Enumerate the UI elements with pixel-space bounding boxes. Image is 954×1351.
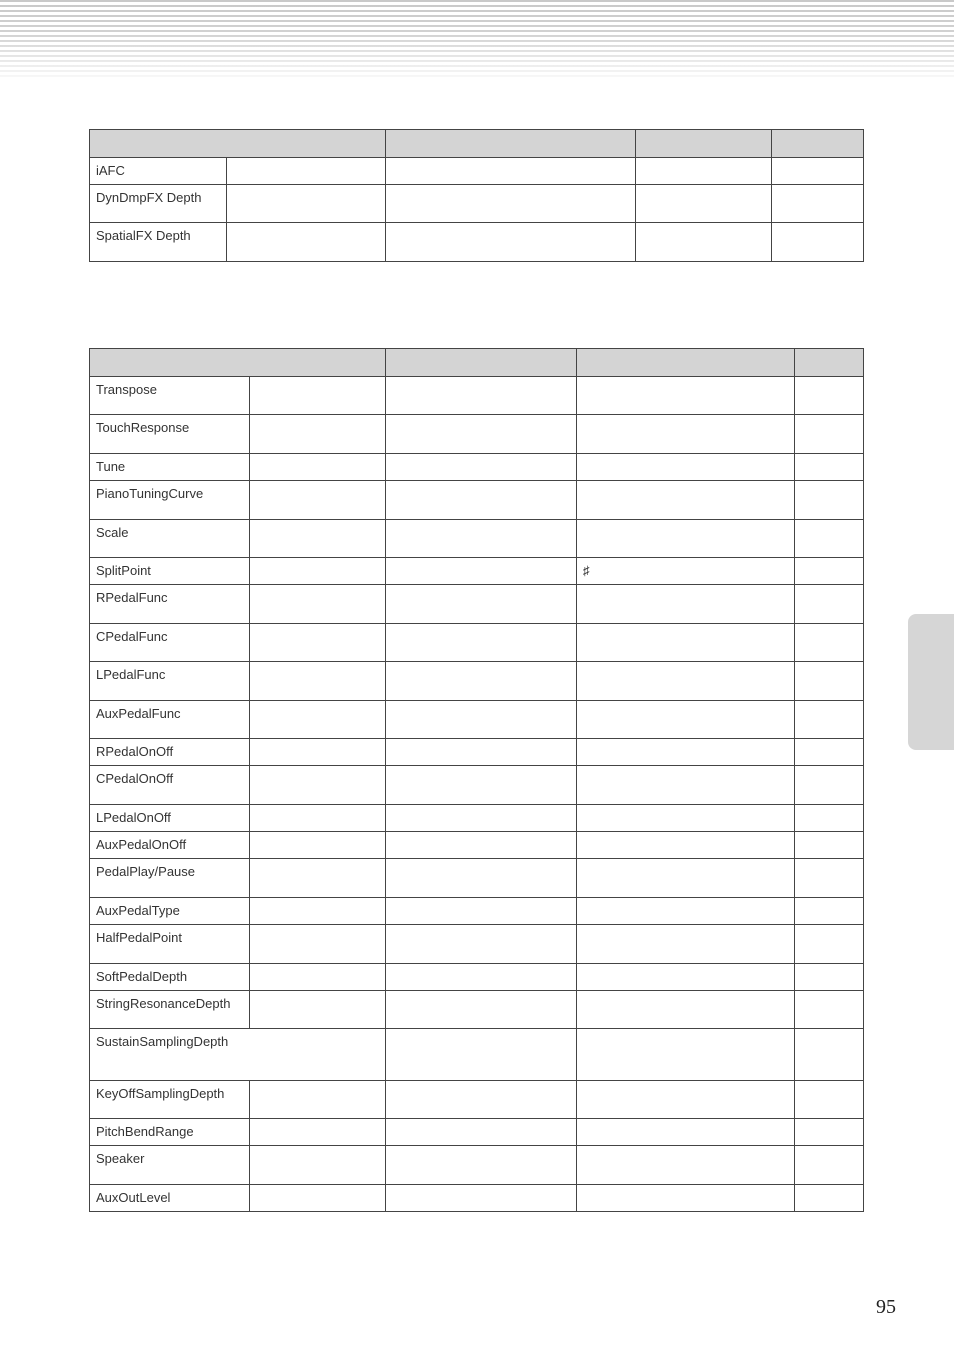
- table-row: [90, 377, 864, 415]
- parameter-cell: [577, 662, 795, 701]
- header-fade: [0, 0, 954, 80]
- table-row: [90, 805, 864, 832]
- table-row: [90, 701, 864, 739]
- table-header-row: [90, 349, 864, 377]
- parameter-cell: [577, 1119, 795, 1146]
- parameter-cell: [386, 1029, 577, 1081]
- table-header-row: [90, 130, 864, 158]
- table-row: [90, 481, 864, 520]
- parameter-cell: [386, 859, 577, 898]
- side-tab: [908, 614, 954, 750]
- parameter-cell: [795, 624, 864, 662]
- table-row: [90, 859, 864, 898]
- parameter-cell: [577, 585, 795, 624]
- parameter-cell: [577, 481, 795, 520]
- parameter-cell: [386, 481, 577, 520]
- parameter-cell: [386, 585, 577, 624]
- parameter-cell: [795, 415, 864, 454]
- parameter-cell: [795, 859, 864, 898]
- parameter-cell: [227, 158, 386, 185]
- parameter-cell: [636, 223, 772, 262]
- parameter-cell: [386, 1185, 577, 1212]
- parameter-cell: [250, 701, 386, 739]
- table-row: [90, 1119, 864, 1146]
- parameter-cell: [386, 1119, 577, 1146]
- parameter-cell: [250, 964, 386, 991]
- parameter-cell: [795, 481, 864, 520]
- parameter-cell: [250, 832, 386, 859]
- parameter-cell: [250, 1119, 386, 1146]
- parameter-name: Scale: [90, 520, 250, 558]
- parameter-cell: [795, 1185, 864, 1212]
- parameter-cell: [250, 415, 386, 454]
- parameter-cell: [386, 766, 577, 805]
- table-row: [90, 585, 864, 624]
- parameter-cell: [386, 662, 577, 701]
- parameter-cell: [795, 558, 864, 585]
- table-row: [90, 662, 864, 701]
- parameter-cell: [795, 1081, 864, 1119]
- parameter-cell: [795, 964, 864, 991]
- parameter-cell: [250, 662, 386, 701]
- parameter-name: AuxOutLevel: [90, 1185, 250, 1212]
- parameter-name: AuxPedalType: [90, 898, 250, 925]
- header-cell: [90, 130, 386, 158]
- parameter-cell: [636, 185, 772, 223]
- page-number: 95: [876, 1296, 896, 1318]
- parameter-cell: [250, 739, 386, 766]
- parameter-name: AuxPedalOnOff: [90, 832, 250, 859]
- parameter-cell: [250, 805, 386, 832]
- parameter-name: CPedalOnOff: [90, 766, 250, 805]
- parameter-cell: [386, 925, 577, 964]
- parameter-cell: [577, 991, 795, 1029]
- parameter-name: SplitPoint: [90, 558, 250, 585]
- parameter-name: RPedalFunc: [90, 585, 250, 624]
- table-row: [90, 158, 864, 185]
- parameter-cell: [386, 1146, 577, 1185]
- parameter-cell: [795, 766, 864, 805]
- parameter-cell: [795, 520, 864, 558]
- parameter-name: Speaker: [90, 1146, 250, 1185]
- parameter-cell: [250, 624, 386, 662]
- table-row: [90, 454, 864, 481]
- table-row: [90, 624, 864, 662]
- parameter-table-1: [89, 129, 864, 262]
- table-row: [90, 1146, 864, 1185]
- parameter-name: PianoTuningCurve: [90, 481, 250, 520]
- parameter-name: DynDmpFX Depth: [90, 185, 227, 223]
- parameter-cell: [386, 898, 577, 925]
- parameter-name: RPedalOnOff: [90, 739, 250, 766]
- parameter-cell: [386, 964, 577, 991]
- parameter-cell: [386, 739, 577, 766]
- parameter-cell: [795, 1119, 864, 1146]
- parameter-name: iAFC: [90, 158, 227, 185]
- parameter-cell: [386, 991, 577, 1029]
- parameter-cell: [577, 805, 795, 832]
- parameter-name: LPedalOnOff: [90, 805, 250, 832]
- header-cell: [577, 349, 795, 377]
- table-row: [90, 1029, 864, 1081]
- parameter-cell: [795, 991, 864, 1029]
- parameter-cell: [772, 158, 864, 185]
- parameter-name: Tune: [90, 454, 250, 481]
- parameter-name: SpatialFX Depth: [90, 223, 227, 262]
- parameter-cell: [795, 805, 864, 832]
- table-row: [90, 415, 864, 454]
- parameter-cell: [386, 701, 577, 739]
- parameter-name: StringResonanceDepth: [90, 991, 250, 1029]
- table-row: [90, 898, 864, 925]
- parameter-cell: [795, 701, 864, 739]
- parameter-name: Transpose: [90, 377, 250, 415]
- parameter-cell: [386, 558, 577, 585]
- table-row: [90, 558, 864, 585]
- parameter-cell: [795, 377, 864, 415]
- parameter-cell: [386, 158, 636, 185]
- parameter-cell: [577, 520, 795, 558]
- header-cell: [90, 349, 386, 377]
- parameter-cell: [577, 377, 795, 415]
- parameter-cell: [386, 832, 577, 859]
- parameter-cell: [386, 1081, 577, 1119]
- parameter-cell: [577, 1146, 795, 1185]
- parameter-cell: [577, 859, 795, 898]
- parameter-cell: [386, 377, 577, 415]
- parameter-cell: [250, 481, 386, 520]
- parameter-cell: [577, 701, 795, 739]
- parameter-cell: [386, 223, 636, 262]
- parameter-cell: [250, 898, 386, 925]
- table-row: [90, 185, 864, 223]
- parameter-cell: [250, 520, 386, 558]
- parameter-name: SoftPedalDepth: [90, 964, 250, 991]
- parameter-cell: [636, 158, 772, 185]
- parameter-cell: [250, 991, 386, 1029]
- parameter-cell: [250, 1185, 386, 1212]
- table-row: [90, 991, 864, 1029]
- parameter-cell: [250, 1146, 386, 1185]
- parameter-cell: [577, 898, 795, 925]
- parameter-cell: [577, 832, 795, 859]
- parameter-cell: [577, 624, 795, 662]
- parameter-cell: [772, 223, 864, 262]
- parameter-cell: [250, 558, 386, 585]
- parameter-name: KeyOffSamplingDepth: [90, 1081, 250, 1119]
- header-cell: [795, 349, 864, 377]
- table-row: [90, 766, 864, 805]
- parameter-cell: [795, 925, 864, 964]
- parameter-cell: [577, 415, 795, 454]
- parameter-cell: [250, 766, 386, 805]
- parameter-cell: [250, 859, 386, 898]
- parameter-cell: [795, 1146, 864, 1185]
- parameter-cell: [386, 624, 577, 662]
- table-row: [90, 925, 864, 964]
- header-cell: [386, 349, 577, 377]
- parameter-cell: [386, 520, 577, 558]
- parameter-cell: [795, 662, 864, 701]
- table-row: [90, 832, 864, 859]
- parameter-cell: [577, 766, 795, 805]
- parameter-cell: [386, 454, 577, 481]
- parameter-cell: ♯: [577, 558, 795, 585]
- parameter-cell: [227, 185, 386, 223]
- parameter-name: CPedalFunc: [90, 624, 250, 662]
- parameter-cell: [795, 898, 864, 925]
- parameter-name: HalfPedalPoint: [90, 925, 250, 964]
- parameter-cell: [577, 454, 795, 481]
- parameter-cell: [795, 454, 864, 481]
- parameter-cell: [386, 415, 577, 454]
- parameter-cell: [250, 377, 386, 415]
- parameter-cell: [577, 739, 795, 766]
- parameter-cell: [386, 185, 636, 223]
- parameter-cell: [577, 925, 795, 964]
- parameter-cell: [577, 1081, 795, 1119]
- parameter-cell: [577, 964, 795, 991]
- parameter-cell: [250, 585, 386, 624]
- header-cell: [386, 130, 636, 158]
- table-row: [90, 520, 864, 558]
- parameter-cell: [250, 454, 386, 481]
- parameter-table-2: [89, 348, 864, 1212]
- parameter-cell: [577, 1185, 795, 1212]
- parameter-name: TouchResponse: [90, 415, 250, 454]
- parameter-cell: [795, 739, 864, 766]
- parameter-cell: [250, 1081, 386, 1119]
- header-cell: [636, 130, 772, 158]
- parameter-cell: [772, 185, 864, 223]
- parameter-cell: [227, 223, 386, 262]
- parameter-name: AuxPedalFunc: [90, 701, 250, 739]
- parameter-cell: [250, 925, 386, 964]
- parameter-name: PedalPlay/Pause: [90, 859, 250, 898]
- table-row: [90, 1185, 864, 1212]
- table-row: [90, 223, 864, 262]
- parameter-name: LPedalFunc: [90, 662, 250, 701]
- header-cell: [772, 130, 864, 158]
- parameter-cell: [795, 1029, 864, 1081]
- table-row: [90, 739, 864, 766]
- parameter-name: PitchBendRange: [90, 1119, 250, 1146]
- parameter-cell: [795, 832, 864, 859]
- table-row: [90, 964, 864, 991]
- parameter-cell: [795, 585, 864, 624]
- parameter-cell: [386, 805, 577, 832]
- table-row: [90, 1081, 864, 1119]
- parameter-name: SustainSamplingDepth: [90, 1029, 386, 1081]
- parameter-cell: [577, 1029, 795, 1081]
